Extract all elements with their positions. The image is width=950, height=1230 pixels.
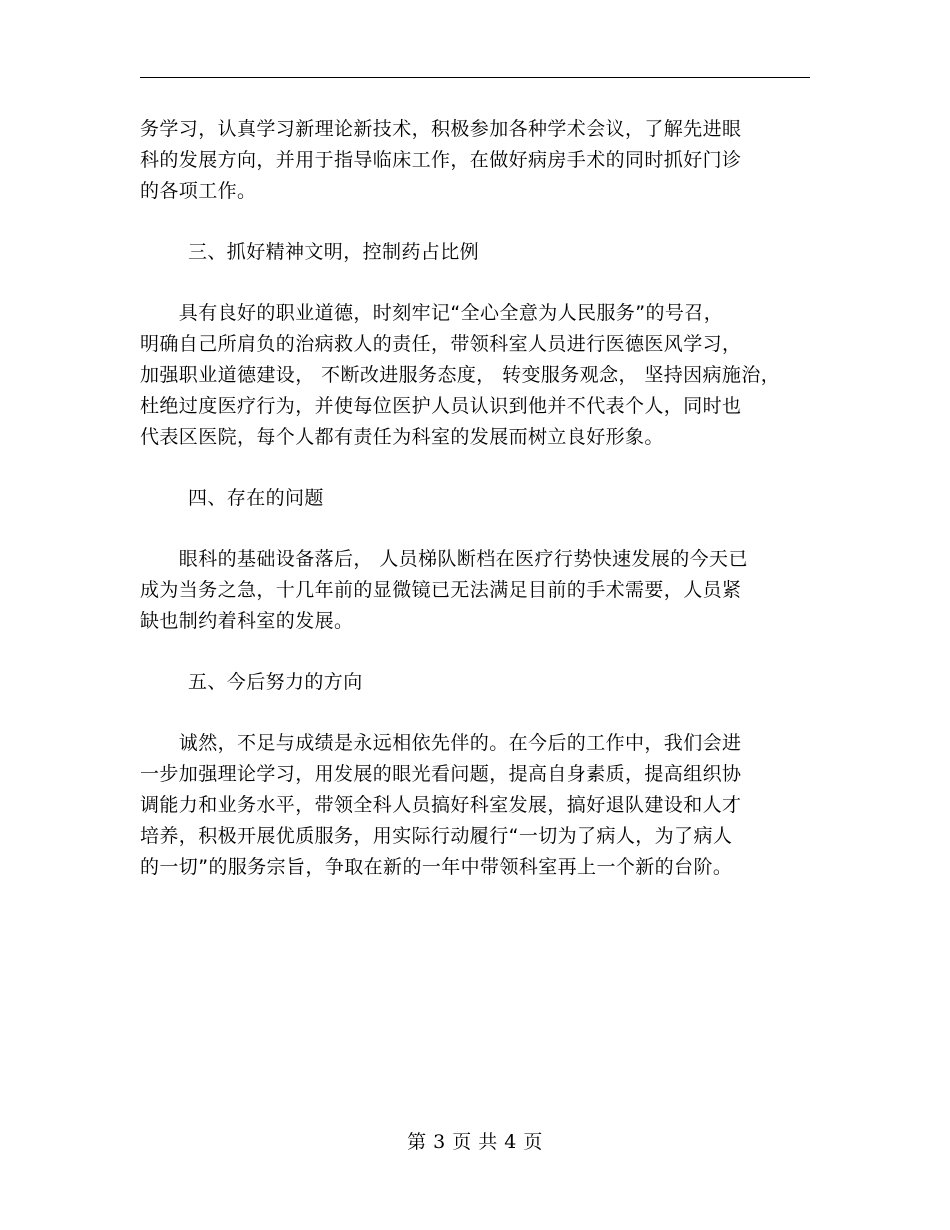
- text-line: 调能力和业务水平，带领全科人员搞好科室发展，搞好退队建设和人才: [140, 794, 742, 816]
- paragraph: [140, 114, 820, 207]
- heading-text: 三、抓好精神文明，控制药占比例: [188, 241, 480, 263]
- text-line: 的一切”的服务宗旨，争取在新的一年中带领科室再上一个新的台阶。: [140, 856, 733, 878]
- text-line: 代表区医院，每个人都有责任为科室的发展而树立良好形象。: [140, 426, 664, 448]
- page-footer: [0, 1127, 950, 1157]
- section-heading: [140, 237, 820, 268]
- paragraph: [140, 728, 820, 883]
- text-line: 务学习，认真学习新理论新技术，积极参加各种学术会议，了解先进眼: [140, 118, 742, 140]
- text-line: 诚然，不足与成绩是永远相依先伴的。在今后的工作中，我们会进: [140, 732, 742, 754]
- heading-text: 五、今后努力的方向: [188, 671, 363, 693]
- text-line: 一步加强理论学习，用发展的眼光看问题，提高自身素质，提高组织协: [140, 763, 742, 785]
- text-line: 加强职业道德建设， 不断改进服务态度， 转变服务观念， 坚持因病施治，: [140, 364, 781, 386]
- text-line: 杜绝过度医疗行为，并使每位医护人员认识到他并不代表个人，同时也: [140, 395, 742, 417]
- section-heading: [140, 667, 820, 698]
- heading-text: 四、存在的问题: [188, 487, 324, 509]
- text-line: 明确自己所肩负的治病救人的责任，带领科室人员进行医德医风学习，: [140, 333, 742, 355]
- text-line: 眼科的基础设备落后， 人员梯队断档在医疗行势快速发展的今天已: [140, 548, 748, 570]
- section-heading: [140, 483, 820, 514]
- text-line: 的各项工作。: [140, 180, 257, 202]
- text-line: 培养，积极开展优质服务，用实际行动履行“一切为了病人，为了病人: [140, 825, 733, 847]
- text-line: 缺也制约着科室的发展。: [140, 610, 354, 632]
- document-body: [140, 114, 820, 883]
- page-number-label: 第 3 页 共 4 页: [407, 1131, 543, 1153]
- paragraph: [140, 298, 820, 453]
- paragraph: [140, 544, 820, 637]
- text-line: 成为当务之急，十几年前的显微镜已无法满足目前的手术需要，人员紧: [140, 579, 742, 601]
- header-rule: [140, 77, 810, 78]
- text-line: 具有良好的职业道德，时刻牢记“全心全意为人民服务”的号召，: [140, 302, 724, 324]
- text-line: 科的发展方向，并用于指导临床工作，在做好病房手术的同时抓好门诊: [140, 149, 742, 171]
